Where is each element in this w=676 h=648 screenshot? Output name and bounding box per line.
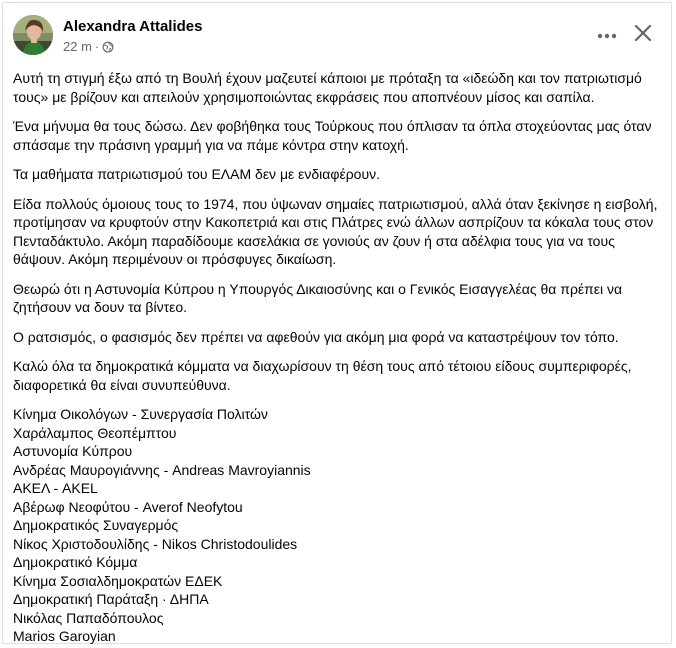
meta-separator: · xyxy=(94,39,100,54)
tagged-page-link[interactable]: Νικόλας Παπαδόπουλος xyxy=(13,609,164,626)
tagged-page-link[interactable]: Κίνημα Σοσιαλδημοκρατών ΕΔΕΚ xyxy=(13,572,223,589)
tagged-pages-list xyxy=(13,405,663,646)
post-paragraph: Θεωρώ ότι η Αστυνομία Κύπρου η Υπουργός Δικαιοσύνης και ο Γενικός Εισαγγελέας θα πρέπει να ζητήσουν να δουν τα βίντεο. xyxy=(13,280,623,315)
post-paragraph: Ένα μήνυμα θα τους δώσω. Δεν φοβήθηκα τους Τούρκους που όπλισαν τα όπλα στοχεύοντας μας όταν σπάσαμε την πράσινη γραμμή για να πάμε κόντρα στην κατοχή. xyxy=(13,118,652,153)
tagged-page-link[interactable]: Κίνημα Οικολόγων - Συνεργασία Πολιτών xyxy=(13,406,268,422)
post-paragraph: Αυτή τη στιγμή έξω από τη Βουλή έχουν μαζευτεί κάποιοι με πρόταξη τα «ιδεώδη και τον πατριωτισμό τους» με βρίζουν και απειλούν χρησιμοποιώντας εκφράσεις που αποπνέουν μίσος και σαπίλα. xyxy=(13,70,642,105)
tagged-page-link[interactable]: Δημοκρατικός Συναγερμός xyxy=(13,517,179,533)
tagged-page-link[interactable]: Marios Garoyian xyxy=(13,628,116,644)
avatar[interactable] xyxy=(13,15,53,55)
more-options-button[interactable] xyxy=(593,21,621,49)
close-button[interactable] xyxy=(629,21,657,49)
author-name[interactable]: Alexandra Attalides xyxy=(63,18,203,35)
profile-photo-image xyxy=(13,15,53,55)
post-body xyxy=(13,69,663,646)
tagged-page-link[interactable]: ΑΚΕΛ - AKEL xyxy=(13,480,98,496)
post-paragraph: Καλώ όλα τα δημοκρατικά κόμματα να διαχωρίσουν τη θέση τους από τέτοιου είδους συμπεριφορές, διαφορετικά θα είναι συνυπεύθυνα. xyxy=(13,358,632,393)
close-icon xyxy=(634,24,652,47)
post-header xyxy=(13,15,669,61)
post-paragraph: Είδα πολλούς όμοιους τους το 1974, που ύψωναν σημαίες πατριωτισμού, αλλά όταν ξεκίνησε η εισβολή, προτίμησαν να κρυφτούν στην Κακοπετριά και στις Πλάτρες ενώ άλλων ασπρίζουν τα κόκαλα τους στον Πενταδάκτυλο. Ακόμη παραδίδουμε κασελάκια σε γονιούς αν ζουν ή στα αδέλφια τους για να τους θάψουν. Ακόμη περιμένουν οι πρόσφυγες δικαίωση. xyxy=(13,195,658,267)
tagged-page-link[interactable]: Δημοκρατικό Κόμμα xyxy=(13,554,138,570)
post-paragraph: Ο ρατσισμός, ο φασισμός δεν πρέπει να αφεθούν για ακόμη μια φορά να καταστρέψουν τον τόπο. xyxy=(13,328,619,345)
post-card xyxy=(2,2,672,644)
tagged-page-link[interactable]: Χαράλαμπος Θεοπέμπτου xyxy=(13,424,177,441)
tagged-page-link[interactable]: Δημοκρατική Παράταξη · ΔΗΠΑ xyxy=(13,591,209,607)
tagged-page-link[interactable]: Νίκος Χριστοδουλίδης - Nikos Christodoulides xyxy=(13,535,298,552)
post-paragraph: Τα μαθήματα πατριωτισμού του ΕΛΑΜ δεν με ενδιαφέρουν. xyxy=(13,166,380,182)
post-timestamp[interactable]: 22 m xyxy=(63,39,92,54)
tagged-page-link[interactable]: Αβέρωφ Νεοφύτου - Averof Neofytou xyxy=(13,498,243,515)
post-meta xyxy=(63,39,114,54)
tagged-page-link[interactable]: Ανδρέας Μαυρογιάννης - Andreas Mavroyiannis xyxy=(13,461,311,478)
tagged-page-link[interactable]: Αστυνομία Κύπρου xyxy=(13,443,133,459)
more-options-icon xyxy=(597,26,617,44)
globe-icon xyxy=(102,41,114,53)
